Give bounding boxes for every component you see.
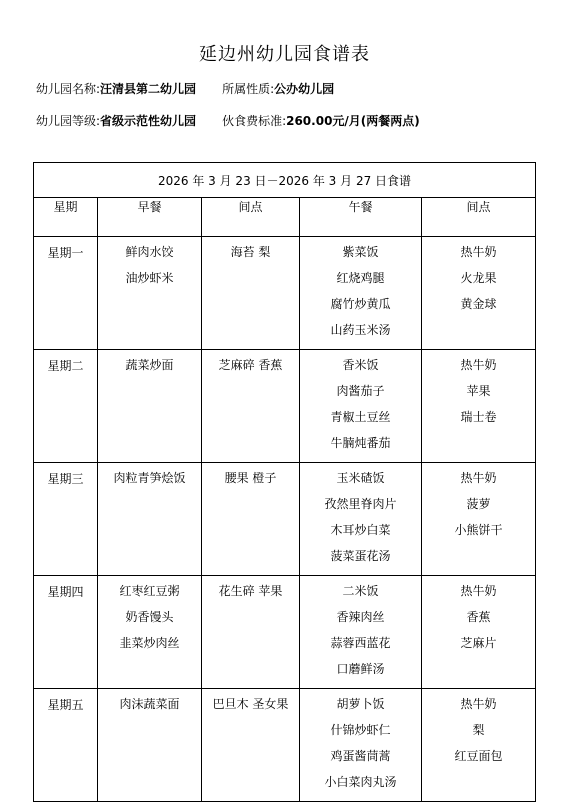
morning-snack-cell xyxy=(202,237,300,350)
afternoon-snack-cell xyxy=(422,576,536,689)
afternoon-snack-item: 梨 xyxy=(472,723,485,737)
lunch-cell xyxy=(300,689,422,802)
nature-value: 公办幼儿园 xyxy=(274,82,335,96)
date-range: 2026 年 3 月 23 日－2026 年 3 月 27 日食谱 xyxy=(34,163,536,198)
breakfast-cell xyxy=(98,350,202,463)
afternoon-snack-item: 苹果 xyxy=(466,384,491,398)
morning-snack-cell xyxy=(202,689,300,802)
lunch-item: 紫菜饭 xyxy=(342,245,379,259)
afternoon-snack-item: 热牛奶 xyxy=(460,584,497,598)
afternoon-snack-item: 红豆面包 xyxy=(454,749,503,763)
lunch-item: 二米饭 xyxy=(342,584,379,598)
breakfast-item: 奶香馒头 xyxy=(125,610,174,624)
lunch-item: 香辣肉丝 xyxy=(336,610,385,624)
lunch-item: 口蘑鲜汤 xyxy=(336,662,385,676)
lunch-item: 肉酱茄子 xyxy=(336,384,385,398)
breakfast-item: 鲜肉水饺 xyxy=(125,245,174,259)
grade-label: 幼儿园等级: xyxy=(36,114,101,128)
day-row xyxy=(34,350,536,463)
afternoon-snack-cell xyxy=(422,237,536,350)
header-weekday: 星期 xyxy=(34,198,98,237)
afternoon-snack-item: 小熊饼干 xyxy=(454,523,503,537)
lunch-item: 胡萝卜饭 xyxy=(336,697,385,711)
afternoon-snack-item: 火龙果 xyxy=(460,271,497,285)
fee-value: 260.00元/月(两餐两点) xyxy=(286,114,420,128)
header-lunch: 午餐 xyxy=(300,198,422,237)
kindergarten-info-row-2 xyxy=(36,112,420,129)
breakfast-item: 韭菜炒肉丝 xyxy=(119,636,180,650)
weekday-label: 星期四 xyxy=(34,576,98,689)
afternoon-snack-item: 热牛奶 xyxy=(460,358,497,372)
afternoon-snack-item: 瑞士卷 xyxy=(460,410,497,424)
breakfast-cell xyxy=(98,576,202,689)
morning-snack-cell xyxy=(202,463,300,576)
afternoon-snack-item: 热牛奶 xyxy=(460,245,497,259)
breakfast-item: 肉沫蔬菜面 xyxy=(119,697,180,711)
menu-table xyxy=(33,162,536,802)
day-row xyxy=(34,689,536,802)
afternoon-snack-cell xyxy=(422,689,536,802)
morning-snack-item: 花生碎 苹果 xyxy=(218,584,283,598)
grade-value: 省级示范性幼儿园 xyxy=(100,114,197,128)
header-snack-afternoon: 间点 xyxy=(422,198,536,237)
lunch-item: 孜然里脊肉片 xyxy=(324,497,397,511)
weekday-label: 星期一 xyxy=(34,237,98,350)
morning-snack-item: 巴旦木 圣女果 xyxy=(212,697,289,711)
morning-snack-item: 腰果 橙子 xyxy=(224,471,277,485)
afternoon-snack-item: 黄金球 xyxy=(460,297,497,311)
name-label: 幼儿园名称: xyxy=(36,82,101,96)
lunch-item: 腐竹炒黄瓜 xyxy=(330,297,391,311)
lunch-cell xyxy=(300,463,422,576)
afternoon-snack-item: 香蕉 xyxy=(466,610,491,624)
breakfast-item: 肉粒青笋烩饭 xyxy=(113,471,186,485)
lunch-item: 木耳炒白菜 xyxy=(330,523,391,537)
afternoon-snack-cell xyxy=(422,463,536,576)
page-title: 延边州幼儿园食谱表 xyxy=(199,44,370,65)
lunch-cell xyxy=(300,576,422,689)
breakfast-cell xyxy=(98,237,202,350)
breakfast-cell xyxy=(98,689,202,802)
breakfast-item: 红枣红豆粥 xyxy=(119,584,180,598)
nature-label: 所属性质: xyxy=(222,82,275,96)
afternoon-snack-cell xyxy=(422,350,536,463)
morning-snack-item: 芝麻碎 香蕉 xyxy=(218,358,283,372)
day-row xyxy=(34,463,536,576)
morning-snack-item: 海苔 梨 xyxy=(230,245,271,259)
morning-snack-cell xyxy=(202,350,300,463)
day-row xyxy=(34,237,536,350)
afternoon-snack-item: 热牛奶 xyxy=(460,471,497,485)
weekday-label: 星期三 xyxy=(34,463,98,576)
table-header-row xyxy=(34,198,536,237)
header-breakfast: 早餐 xyxy=(98,198,202,237)
header-snack-morning: 间点 xyxy=(202,198,300,237)
lunch-item: 鸡蛋酱茼蒿 xyxy=(330,749,391,763)
breakfast-item: 蔬菜炒面 xyxy=(125,358,174,372)
lunch-item: 什锦炒虾仁 xyxy=(330,723,391,737)
lunch-item: 青椒土豆丝 xyxy=(330,410,391,424)
lunch-item: 玉米碴饭 xyxy=(336,471,385,485)
lunch-cell xyxy=(300,350,422,463)
lunch-item: 蒜蓉西蓝花 xyxy=(330,636,391,650)
breakfast-item: 油炒虾米 xyxy=(125,271,174,285)
lunch-item: 牛腩炖番茄 xyxy=(330,436,391,450)
name-value: 汪清县第二幼儿园 xyxy=(100,82,197,96)
afternoon-snack-item: 菠萝 xyxy=(466,497,491,511)
lunch-item: 红烧鸡腿 xyxy=(336,271,385,285)
day-row xyxy=(34,576,536,689)
weekday-label: 星期二 xyxy=(34,350,98,463)
lunch-item: 香米饭 xyxy=(342,358,379,372)
morning-snack-cell xyxy=(202,576,300,689)
weekday-label: 星期五 xyxy=(34,689,98,802)
lunch-item: 菠菜蛋花汤 xyxy=(330,549,391,563)
lunch-item: 小白菜肉丸汤 xyxy=(324,775,397,789)
afternoon-snack-item: 热牛奶 xyxy=(460,697,497,711)
fee-label: 伙食费标准: xyxy=(222,114,287,128)
lunch-item: 山药玉米汤 xyxy=(330,323,391,337)
afternoon-snack-item: 芝麻片 xyxy=(460,636,497,650)
breakfast-cell xyxy=(98,463,202,576)
lunch-cell xyxy=(300,237,422,350)
kindergarten-info-row-1 xyxy=(36,80,334,97)
